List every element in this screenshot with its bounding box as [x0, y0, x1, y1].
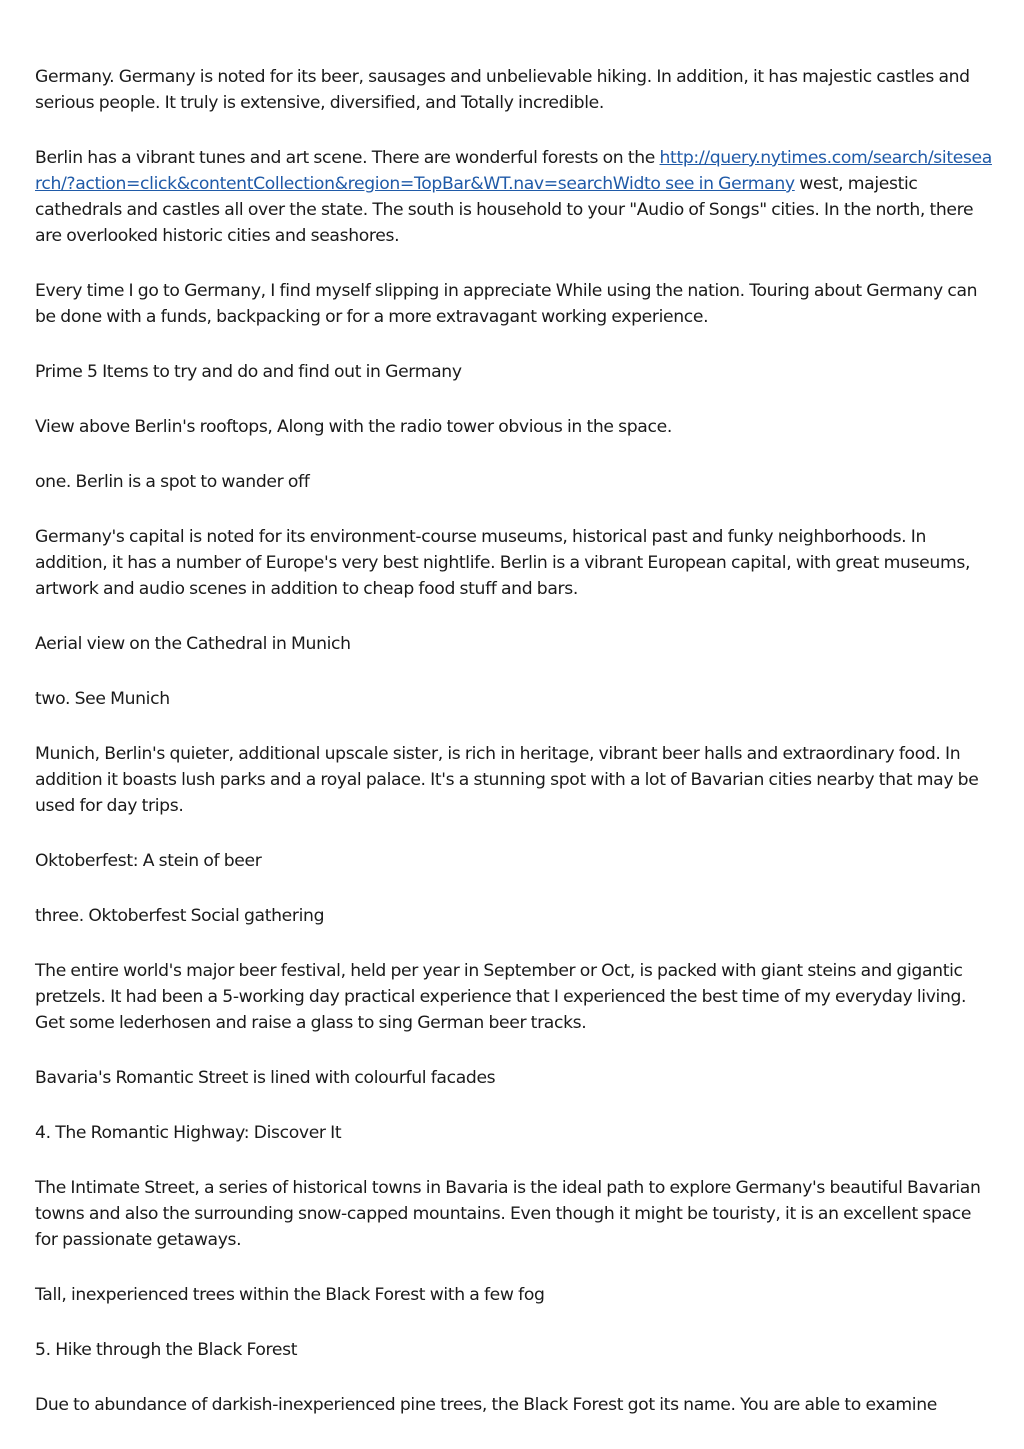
paragraph-romantic-street: The Intimate Street, a series of historical towns in Bavaria is the ideal path to explore Germany's beautiful Bavarian towns and also the surrounding snow-capped mountains. Even though it might be touristy, it is an excellent space for passionate getaways. — [35, 1178, 981, 1250]
section-heading-romantic-highway: 4. The Romantic Highway: Discover It — [35, 1123, 342, 1143]
list-heading: Prime 5 Items to try and do and find out in Germany — [35, 362, 462, 382]
image-caption-munich: Aerial view on the Cathedral in Munich — [35, 634, 351, 654]
image-caption-berlin: View above Berlin's rooftops, Along with the radio tower obvious in the space. — [35, 417, 672, 437]
paragraph-oktoberfest: The entire world's major beer festival, held per year in September or Oct, is packed with giant steins and gigantic pretzels. It had been a 5-working day practical experience that I experienced the best time of my everyday living. Get some lederhosen and raise a glass to sing German beer tracks. — [35, 961, 967, 1033]
nytimes-search-link[interactable]: http://query.nytimes.com/search/sitesearch/?action=click&contentCollection&region=TopBar&WT.nav=searchWidto see in Germany — [35, 148, 992, 194]
paragraph-berlin: Germany's capital is noted for its environment-course museums, historical past and funky neighborhoods. In addition, it has a number of Europe's very best nightlife. Berlin is a vibrant European capital, with great museums, artwork and audio scenes in addition to cheap food stuff and bars. — [35, 527, 971, 599]
paragraph-intro: Germany. Germany is noted for its beer, sausages and unbelievable hiking. In addition, it has majestic castles and serious people. It truly is extensive, diversified, and Totally incredible. — [35, 67, 970, 113]
paragraph-black-forest: Due to abundance of darkish-inexperienced pine trees, the Black Forest got its name. You are able to examine — [35, 1395, 937, 1415]
section-heading-oktoberfest: three. Oktoberfest Social gathering — [35, 906, 325, 926]
image-caption-oktoberfest: Oktoberfest: A stein of beer — [35, 851, 262, 871]
paragraph-berlin-scene — [35, 145, 995, 249]
image-caption-black-forest: Tall, inexperienced trees within the Black Forest with a few fog — [35, 1285, 545, 1305]
section-heading-black-forest: 5. Hike through the Black Forest — [35, 1340, 298, 1360]
paragraph-travel: Every time I go to Germany, I find myself slipping in appreciate While using the nation. Touring about Germany can be done with a funds, backpacking or for a more extravagant working experience. — [35, 281, 978, 327]
section-heading-berlin: one. Berlin is a spot to wander off — [35, 472, 310, 492]
paragraph-berlin-scene-text-end: west, majestic cathedrals and castles all over the state. The south is household to your "Audio of Songs" cities. In the north, there are overlooked historic cities and seashores. — [35, 174, 974, 246]
section-heading-munich: two. See Munich — [35, 689, 170, 709]
paragraph-berlin-scene-text: Berlin has a vibrant tunes and art scene. There are wonderful forests on the — [35, 148, 660, 168]
paragraph-munich: Munich, Berlin's quieter, additional upscale sister, is rich in heritage, vibrant beer halls and extraordinary food. In addition it boasts lush parks and a royal palace. It's a stunning spot with a lot of Bavarian cities nearby that may be used for day trips. — [35, 744, 979, 816]
document-body — [35, 64, 995, 1447]
image-caption-romantic-street: Bavaria's Romantic Street is lined with colourful facades — [35, 1068, 496, 1088]
